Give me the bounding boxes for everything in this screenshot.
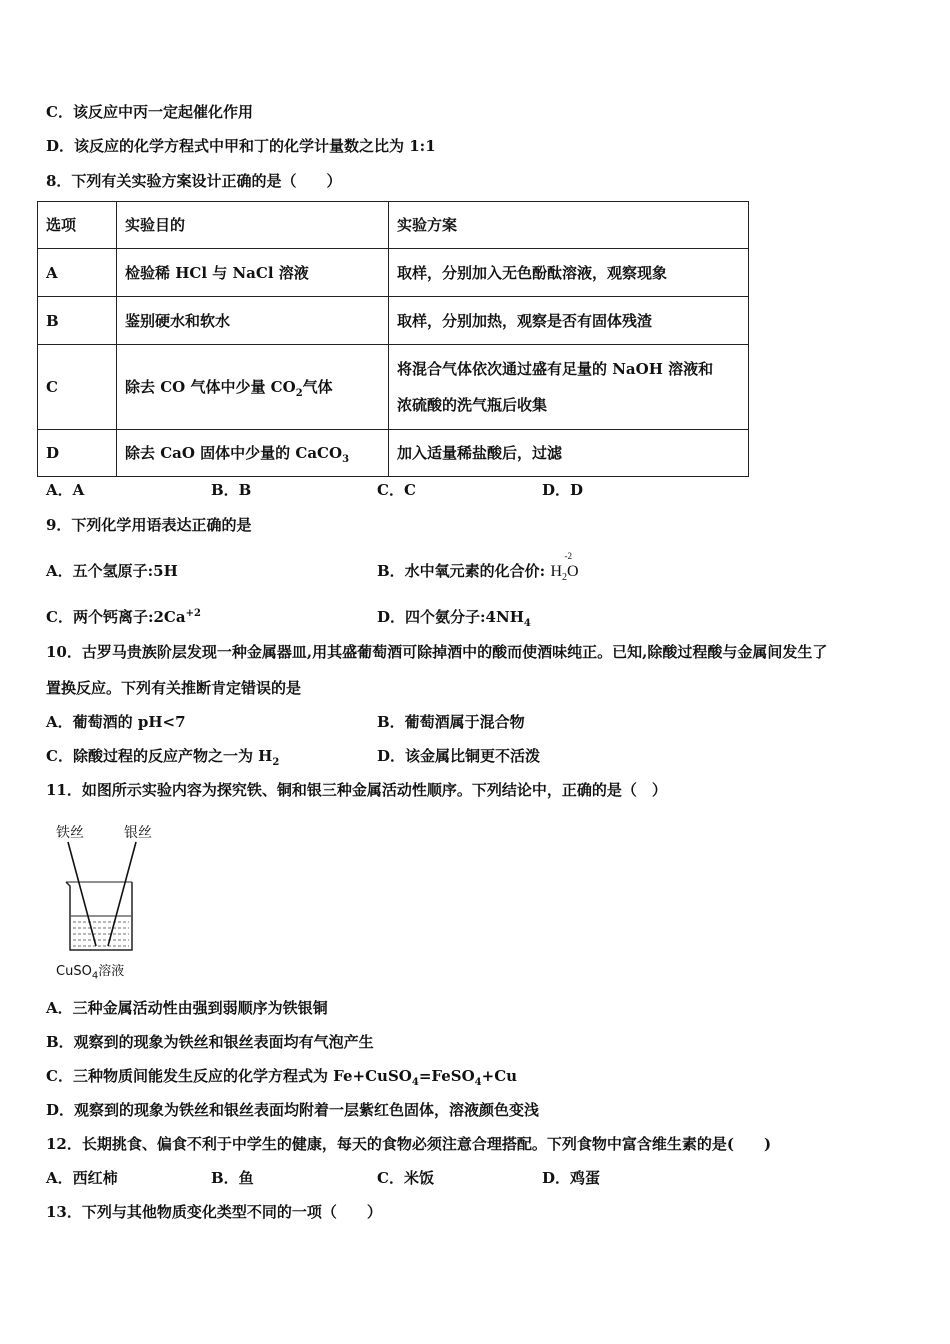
q10-option-b: B．葡萄酒属于混合物 — [377, 713, 525, 731]
option-text: C．三种物质间能发生反应的化学方程式为 Fe+CuSO — [46, 1067, 412, 1085]
subscript: 4 — [474, 1077, 482, 1088]
table-cell: B — [38, 297, 117, 345]
q8-choice-b: B．B — [211, 481, 252, 499]
subscript: 2 — [562, 572, 568, 584]
table-cell: D — [38, 430, 117, 477]
q9-option-d — [377, 607, 531, 627]
option-text: C．除酸过程的反应产物之一为 H — [46, 747, 273, 765]
formula-text: 气体 — [302, 378, 333, 396]
table-header-cell: 选项 — [38, 202, 117, 249]
solution-label — [56, 960, 125, 982]
formula-text: 除去 CO 气体中少量 CO — [125, 378, 296, 396]
silver-wire-label: 银丝 — [124, 825, 152, 841]
q12-choice-d: D．鸡蛋 — [542, 1169, 601, 1187]
q10-option-d: D．该金属比铜更不活泼 — [377, 747, 541, 765]
table-cell — [117, 345, 389, 430]
q13-stem: 13．下列与其他物质变化类型不同的一项（ ） — [46, 1203, 382, 1221]
q8-choice-d: D．D — [542, 481, 584, 499]
cell-line: 将混合气体依次通过盛有足量的 NaOH 溶液和 — [397, 360, 714, 378]
table-header-cell: 实验方案 — [389, 202, 749, 249]
table-row — [38, 430, 749, 477]
cell-line: 浓硫酸的洗气瓶后收集 — [397, 396, 548, 414]
q10-stem-line1: 10．古罗马贵族阶层发现一种金属器皿,用其盛葡萄酒可除掉酒中的酸而使酒味纯正。已知,除酸过程酸与金属间发生了 — [46, 643, 828, 661]
q12-choice-a: A．西红柿 — [46, 1169, 118, 1187]
q9-option-c — [46, 607, 201, 627]
table-cell: 鉴别硬水和软水 — [117, 297, 389, 345]
table-cell: 加入适量稀盐酸后，过滤 — [389, 430, 749, 477]
table-cell: 取样，分别加热，观察是否有固体残渣 — [389, 297, 749, 345]
table-row — [38, 297, 749, 345]
table-header-cell: 实验目的 — [117, 202, 389, 249]
valence-formula — [550, 551, 579, 584]
q10-stem-line2: 置换反应。下列有关推断肯定错误的是 — [46, 679, 302, 697]
beaker-figure — [52, 820, 172, 980]
table-cell: 检验稀 HCl 与 NaCl 溶液 — [117, 249, 389, 297]
formula-text: 溶液 — [98, 964, 125, 979]
subscript: 4 — [523, 618, 531, 629]
q12-choice-c: C．米饭 — [377, 1169, 434, 1187]
q12-choice-b: B．鱼 — [211, 1169, 254, 1187]
table-cell — [389, 345, 749, 430]
q9-option-a: A．五个氢原子:5H — [46, 562, 178, 580]
q8-choice-c: C．C — [377, 481, 416, 499]
table-cell: C — [38, 345, 117, 430]
subscript: 2 — [272, 757, 280, 768]
beaker-icon — [52, 820, 172, 980]
q11-option-b: B．观察到的现象为铁丝和银丝表面均有气泡产生 — [46, 1033, 374, 1051]
q7-option-c: C．该反应中丙一定起催化作用 — [46, 103, 253, 121]
option-text: B．水中氧元素的化合价: — [377, 562, 551, 580]
q8-stem: 8．下列有关实验方案设计正确的是（ ） — [46, 172, 342, 190]
table-cell — [117, 430, 389, 477]
formula-text: CuSO — [56, 964, 92, 979]
option-text: =FeSO — [418, 1067, 475, 1085]
table-cell: 取样，分别加入无色酚酞溶液，观察现象 — [389, 249, 749, 297]
option-text: D．四个氨分子:4NH — [377, 608, 524, 626]
table-cell: A — [38, 249, 117, 297]
superscript: +2 — [185, 608, 201, 619]
q11-option-d: D．观察到的现象为铁丝和银丝表面均附着一层紫红色固体，溶液颜色变浅 — [46, 1101, 540, 1119]
valence-mark: -2 — [564, 551, 572, 561]
option-text: +Cu — [481, 1067, 518, 1085]
q11-option-c — [46, 1066, 517, 1086]
q8-choice-a: A．A — [46, 481, 85, 499]
q12-stem: 12．长期挑食、偏食不利于中学生的健康，每天的食物必须注意合理搭配。下列食物中富含维生素的是( ) — [46, 1135, 772, 1153]
q7-option-d: D．该反应的化学方程式中甲和丁的化学计量数之比为 1:1 — [46, 137, 436, 155]
table-header-row — [38, 202, 749, 249]
q9-stem: 9．下列化学用语表达正确的是 — [46, 516, 252, 534]
subscript: 4 — [91, 970, 99, 982]
q8-experiment-table — [37, 201, 749, 477]
q10-option-a: A．葡萄酒的 pH<7 — [46, 713, 186, 731]
subscript: 2 — [295, 388, 303, 399]
iron-wire-label: 铁丝 — [56, 825, 84, 841]
q11-option-a: A．三种金属活动性由强到弱顺序为铁银铜 — [46, 999, 328, 1017]
formula-text: H — [550, 563, 563, 580]
q9-option-b — [377, 551, 579, 584]
formula-text: 除去 CaO 固体中少量的 CaCO — [125, 444, 343, 462]
subscript: 4 — [411, 1077, 419, 1088]
table-row — [38, 249, 749, 297]
table-row — [38, 345, 749, 430]
option-text: C．两个钙离子:2Ca — [46, 608, 186, 626]
subscript: 3 — [342, 454, 350, 465]
q10-option-c — [46, 746, 279, 766]
q11-stem: 11．如图所示实验内容为探究铁、铜和银三种金属活动性顺序。下列结论中，正确的是（ ） — [46, 781, 667, 799]
formula-text: O — [567, 563, 579, 580]
